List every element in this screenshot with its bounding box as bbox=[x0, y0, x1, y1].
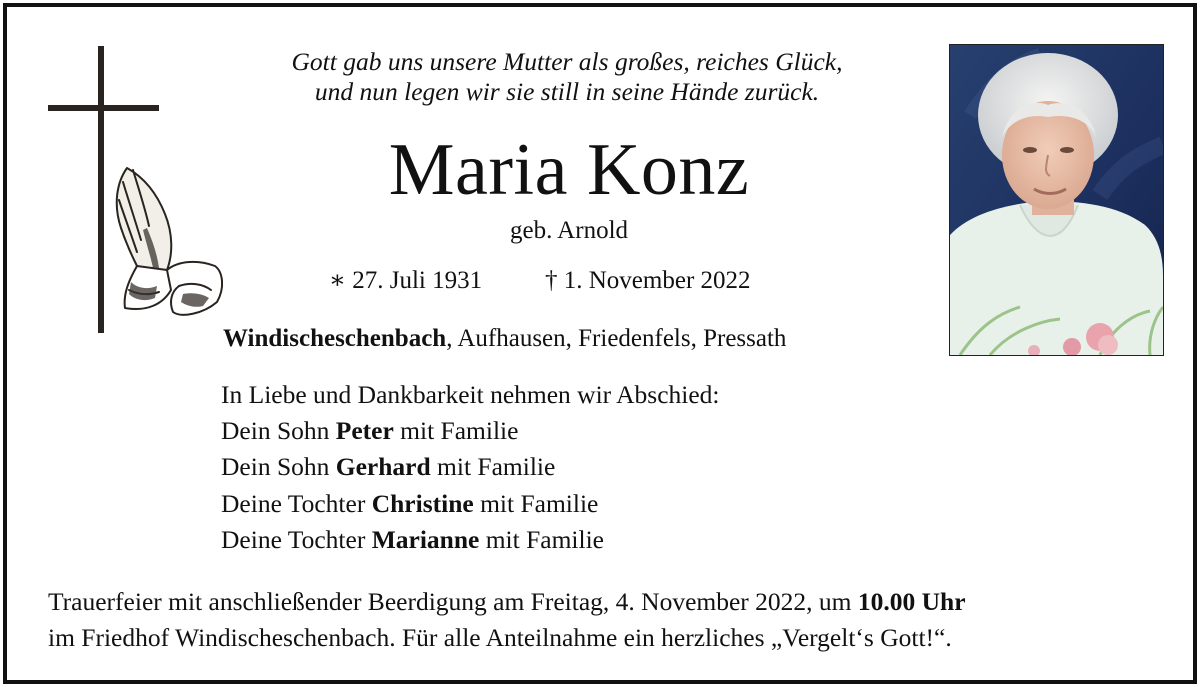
service-time: 10.00 Uhr bbox=[857, 587, 966, 616]
mourner-suffix: mit Familie bbox=[479, 524, 605, 554]
mourner-suffix: mit Familie bbox=[393, 416, 519, 446]
service-details bbox=[48, 584, 1168, 656]
maiden-name: geb. Arnold bbox=[509, 217, 629, 244]
service-line-2: im Friedhof Windischeschenbach. Für alle Anteilnahme ein herzliches „Vergelt‘s Gott!“. bbox=[48, 623, 952, 652]
portrait-photo bbox=[949, 44, 1164, 356]
mourner-name: Gerhard bbox=[335, 452, 431, 482]
death-date: † 1. November 2022 bbox=[545, 267, 751, 294]
mourner-name: Christine bbox=[371, 488, 474, 518]
praying-hands-icon bbox=[107, 162, 229, 322]
mourner-suffix: mit Familie bbox=[430, 452, 556, 482]
mourner-row bbox=[221, 522, 921, 558]
mourner-suffix: mit Familie bbox=[473, 488, 599, 518]
mourner-relation: Dein Sohn bbox=[221, 452, 336, 482]
mourner-row bbox=[221, 486, 921, 522]
mourner-relation: Deine Tochter bbox=[221, 488, 372, 518]
mourner-row bbox=[221, 449, 921, 485]
memorial-verse bbox=[207, 47, 927, 107]
life-dates bbox=[329, 265, 809, 297]
service-line-1 bbox=[48, 584, 1168, 620]
mourner-name: Marianne bbox=[371, 524, 480, 554]
obituary-card bbox=[3, 3, 1197, 684]
service-text: Trauerfeier mit anschließender Beerdigung am Freitag, 4. November 2022, um bbox=[48, 587, 858, 616]
mourner-relation: Deine Tochter bbox=[221, 524, 372, 554]
birth-date: ∗ 27. Juli 1931 bbox=[329, 267, 483, 294]
mourner-relation: Dein Sohn bbox=[221, 416, 336, 446]
verse-line-2: und nun legen wir sie still in seine Hände zurück. bbox=[314, 77, 820, 106]
places-others: , Aufhausen, Friedenfels, Pressath bbox=[446, 325, 787, 352]
places-line bbox=[223, 323, 943, 355]
deceased-name: Maria Konz bbox=[388, 129, 750, 211]
place-primary: Windischeschenbach bbox=[223, 325, 447, 352]
mourner-row bbox=[221, 413, 921, 449]
mourner-name: Peter bbox=[335, 416, 394, 446]
verse-line-1: Gott gab uns unsere Mutter als großes, reiches Glück, bbox=[291, 47, 843, 76]
mourners-intro: In Liebe und Dankbarkeit nehmen wir Abschied: bbox=[221, 380, 720, 409]
mourners-list bbox=[221, 377, 921, 558]
